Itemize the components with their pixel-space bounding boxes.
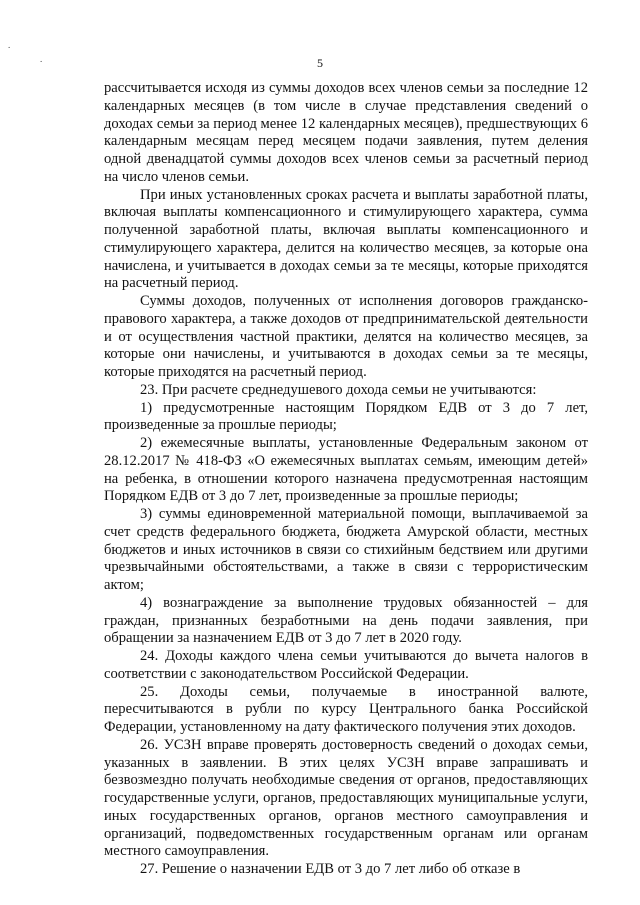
list-item: 3) суммы единовременной материальной помощи, выплачиваемой за счет средств федерального бюджета, бюджета Амурской области, местных бюджетов и иных источников в связи со стихийным бедствием или другими чрезвычайными обстоятельствами, а также в связи с террористическим актом; (104, 506, 588, 593)
scan-mark: . (8, 40, 11, 50)
paragraph: 27. Решение о назначении ЕДВ от 3 до 7 лет либо об отказе в (140, 861, 521, 877)
paragraph: 24. Доходы каждого члена семьи учитываются до вычета налогов в соответствии с законодательством Российской Федерации. (104, 648, 588, 682)
paragraph: 26. УСЗН вправе проверять достоверность сведений о доходах семьи, указанных в заявлении. В этих целях УСЗН вправе запрашивать и безвозмездно получать необходимые сведения от органов, предоставляющих государственные услуги, органов, предоставляющих муниципальные услуги, иных государственных органов, органов местного самоуправления и организаций, подведомственных государственным органам или органам местного самоуправления. (104, 736, 588, 860)
paragraph: Суммы доходов, полученных от исполнения договоров гражданско-правового характера, а также доходов от предпринимательской деятельности и от осуществления частной практики, делятся на количество месяцев, за которые они начислены, и учитываются в доходах семьи за те месяцы, которые приходятся на расчетный период. (104, 293, 588, 380)
page-number: 5 (317, 56, 323, 70)
section-heading: 23. При расчете среднедушевого дохода семьи не учитываются: (140, 381, 537, 398)
list-item: 4) вознаграждение за выполнение трудовых обязанностей – для граждан, признанных безработными на день подачи заявления, при обращении за назначением ЕДВ от 3 до 7 лет в 2020 году. (104, 594, 588, 647)
list-item: 1) предусмотренные настоящим Порядком ЕДВ от 3 до 7 лет, произведенные за прошлые периоды; (104, 399, 588, 434)
scan-mark: . (40, 54, 43, 64)
list-item: 2) ежемесячные выплаты, установленные Федеральным законом от 28.12.2017 № 418-ФЗ «О ежемесячных выплатах семьям, имеющим детей» на ребенка, в отношении которого назначена предусмотренная настоящим Порядком ЕДВ от 3 до 7 лет, произведенные за прошлые периоды; (104, 435, 588, 505)
paragraph: рассчитывается исходя из суммы доходов всех членов семьи за последние 12 календарных месяцев (в том числе в случае представления сведений о доходах семьи за период менее 12 календарных месяцев), предшествующих 6 календарным месяцам перед месяцем подачи заявления, путем деления одной двенадцатой суммы доходов всех членов семьи за расчетный период на число членов семьи. (104, 80, 588, 185)
paragraph: При иных установленных сроках расчета и выплаты заработной платы, включая выплаты компенсационного и стимулирующего характера, сумма полученной заработной платы, включая выплаты компенсационного и стимулирующего характера, делится на количество месяцев, за которые она начислена, и учитывается в доходах семьи за те месяцы, которые приходятся на расчетный период. (104, 186, 588, 292)
document-body (104, 80, 588, 879)
paragraph: 25. Доходы семьи, получаемые в иностранной валюте, пересчитываются в рубли по курсу Центрального банка Российской Федерации, установленному на дату фактического получения этих доходов. (104, 683, 588, 735)
